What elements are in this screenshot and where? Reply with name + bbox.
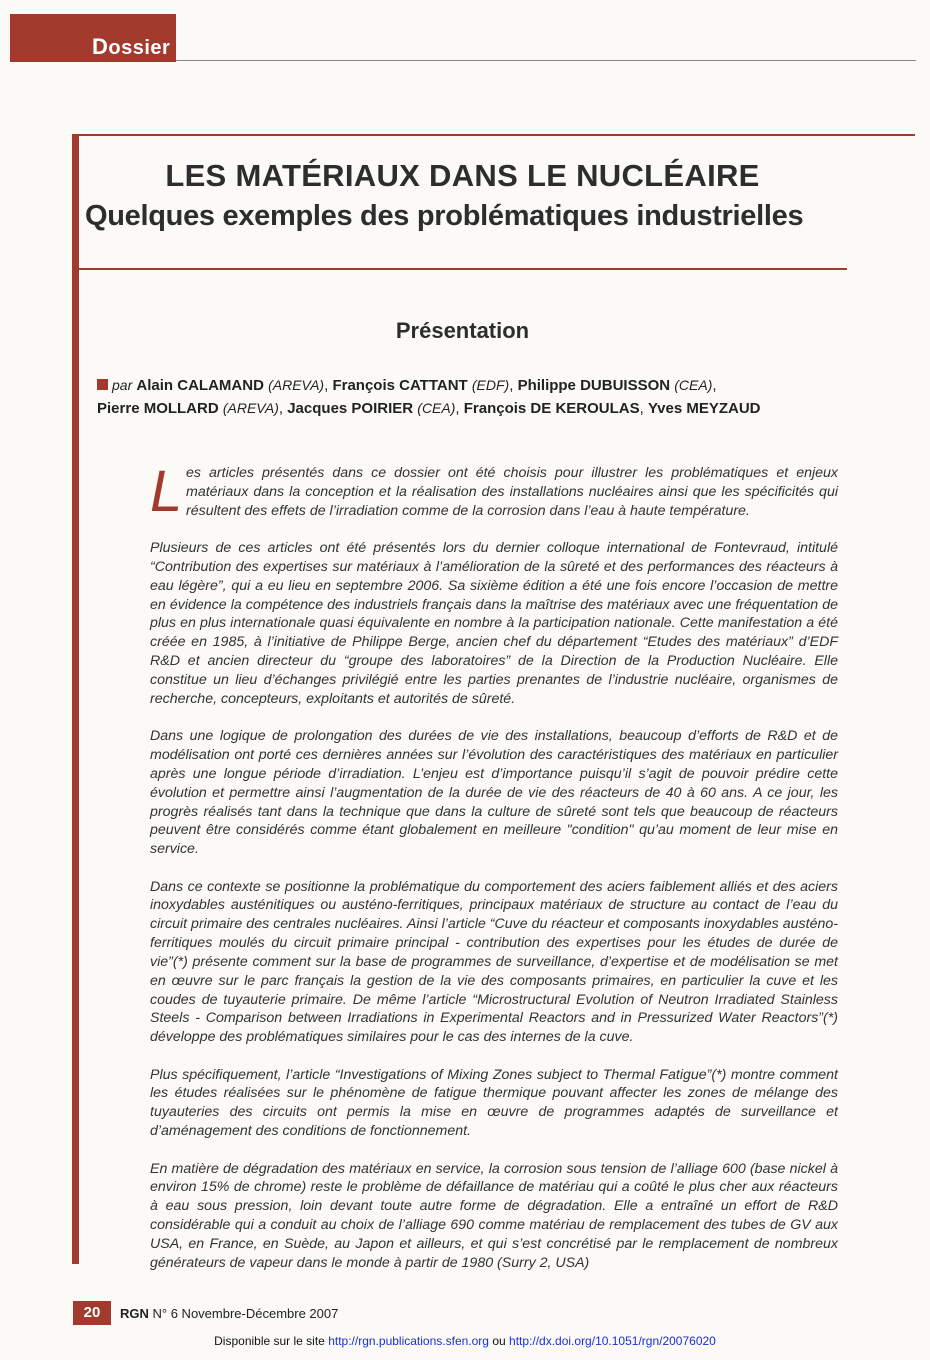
byline-square-icon	[97, 379, 108, 390]
availability-conj: ou	[492, 1334, 506, 1348]
section-tab-label: ossier	[108, 37, 171, 59]
author-affiliation: (AREVA)	[268, 377, 325, 393]
doi-link[interactable]: http://dx.doi.org/10.1051/rgn/20076020	[509, 1334, 716, 1348]
body-paragraph: Dans une logique de prolongation des durées de vie des installations, beaucoup d’efforts de R&D et de modélisation ont porté ces dernières années sur l’évolution des caractéristiques des matériaux en particulier après une longue période d’irradiation. L’enjeu est d’importance puisqu’il s’agit de pouvoir prédire cette évolution et permettre ainsi l’augmentation de la durée de vie des réacteurs de 40 à 60 ans. A ce jour, les progrès réalisés tant dans la technique que dans la culture de sûreté sont tels que beaucoup de réacteurs peuvent être considérés comme étant globalement en meilleure "condition" qu’au moment de leur mise en service.	[150, 728, 838, 858]
drop-cap: L	[150, 459, 183, 524]
body-paragraph: En matière de dégradation des matériaux en service, la corrosion sous tension de l’alliage 600 (base nickel à environ 15% de chrome) reste le problème de défaillance de matériau qui a coûté le plus cher aux réacteurs à eau sous pression, loin devant toute autre forme de dégradation. Elle a entraîné un effort de R&D considérable qui a conduit au choix de l’alliage 690 comme matériau de remplacement des tubes de GV aux USA, en France, en Suède, au Japon et ailleurs, et qui s’est concrétisé par le remplacement de nombreux générateurs de vapeur dans le monde à partir de 1980 (Surry 2, USA)	[150, 1160, 838, 1271]
author-affiliation: (AREVA)	[222, 400, 279, 416]
article-body	[150, 459, 838, 1291]
byline-par: par	[112, 377, 133, 393]
page-number: 20	[73, 1301, 111, 1325]
availability-prefix: Disponible sur le site	[214, 1334, 325, 1348]
author-affiliation: (CEA)	[674, 377, 713, 393]
publication-link[interactable]: http://rgn.publications.sfen.org	[328, 1334, 489, 1348]
article-title: LES MATÉRIAUX DANS LE NUCLÉAIRE	[165, 158, 760, 193]
title-rule	[79, 268, 847, 270]
lead-paragraph: L es articles présentés dans ce dossier ont été choisis pour illustrer les problématiques et enjeux matériaux dans la conception et la réalisation des installations nucléaires ainsi que les spécificités qui résultent des effets de l’irradiation comme de la corrosion dans l’eau à haute température.	[150, 459, 838, 524]
section-tab-initial: D	[92, 34, 109, 59]
journal-name: RGN	[120, 1306, 149, 1321]
body-paragraph: Dans ce contexte se positionne la problématique du comportement des aciers faiblement alliés et des aciers inoxydables austénitiques ou austéno-ferritiques, principaux matériaux de structure au contact de l’eau du circuit primaire des centrales nucléaires. Ainsi l’article “Cuve du réacteur et composants inoxydables austéno-ferritiques moulés du circuit primaire principal - contribution des expertises pour les études de durée de vie”(*) présente comment sur la base de programmes de surveillance, d’expertise et de modélisation se met en œuvre sur le parc français la gestion de la vie des composants primaires, en particulier la cuve et les coudes de tuyauterie primaire. De même l’article “Microstructural Evolution of Neutron Irradiated Stainless Steels - Comparison between Irradiations in Experimental Reactors and in Pressurized Water Reactors”(*) développe des problématiques similaires pour le cas des internes de la cuve.	[150, 878, 838, 1046]
section-heading: Présentation	[395, 318, 530, 343]
left-accent-bar	[72, 134, 79, 1264]
header-rule	[176, 60, 916, 61]
author-name: Alain CALAMAND	[136, 377, 264, 394]
author-name: Pierre MOLLARD	[97, 400, 219, 417]
author-name: François CATTANT	[332, 377, 468, 394]
availability-line	[0, 1334, 930, 1348]
article-subtitle: Quelques exemples des problématiques industrielles	[85, 200, 804, 232]
top-rule	[79, 134, 915, 136]
byline: par Alain CALAMAND (AREVA), François CATTANT (EDF), Philippe DUBUISSON (CEA), Pierre MOLLARD (AREVA), Jacques POIRIER (CEA), François DE KEROULAS, Yves MEYZAUD	[97, 377, 761, 417]
author-affiliation: (CEA)	[417, 400, 456, 416]
section-tab	[10, 14, 176, 62]
body-paragraph: Plusieurs de ces articles ont été présentés lors du dernier colloque international de Fontevraud, intitulé “Contribution des expertises sur matériaux à l’amélioration de la sûreté et des performances des réacteurs à eau légère”, qui a eu lieu en septembre 2006. Sa sixième édition a été une fois encore l’occasion de mettre en évidence la compétence des industriels français dans la maîtrise des matériaux avec une fréquentation de plus en plus internationale quasi équivalente en nombre à la participation nationale. Cette manifestation a été créée en 1985, à l’initiative de Philippe Berge, ancien chef du département “Etudes des matériaux” d’EDF R&D et ancien directeur du “groupe des laboratoires” de la Direction de la Production Nucléaire. Elle constitue un lieu d’échanges privilégié entre les parties prenantes de l’industrie nucléaire, organismes de recherche, concepteurs, exploitants et autorités de sûreté.	[150, 540, 838, 707]
body-paragraph: Plus spécifiquement, l’article “Investigations of Mixing Zones subject to Thermal Fatigue”(*) montre comment les études réalisées sur le phénomène de fatigue thermique pouvant affecter les zones de mélange des tuyauteries des circuits ont permis la mise en œuvre de programmes adaptés de surveillance et d’aménagement des conditions de fonctionnement.	[150, 1066, 838, 1140]
author-name: Philippe DUBUISSON	[517, 377, 671, 394]
author-name: Yves MEYZAUD	[647, 400, 761, 417]
journal-issue: N° 6 Novembre-Décembre 2007	[152, 1306, 339, 1321]
author-name: François DE KEROULAS	[463, 400, 640, 417]
author-affiliation: (EDF)	[471, 377, 510, 393]
journal-info	[120, 1306, 338, 1321]
author-name: Jacques POIRIER	[287, 400, 414, 417]
